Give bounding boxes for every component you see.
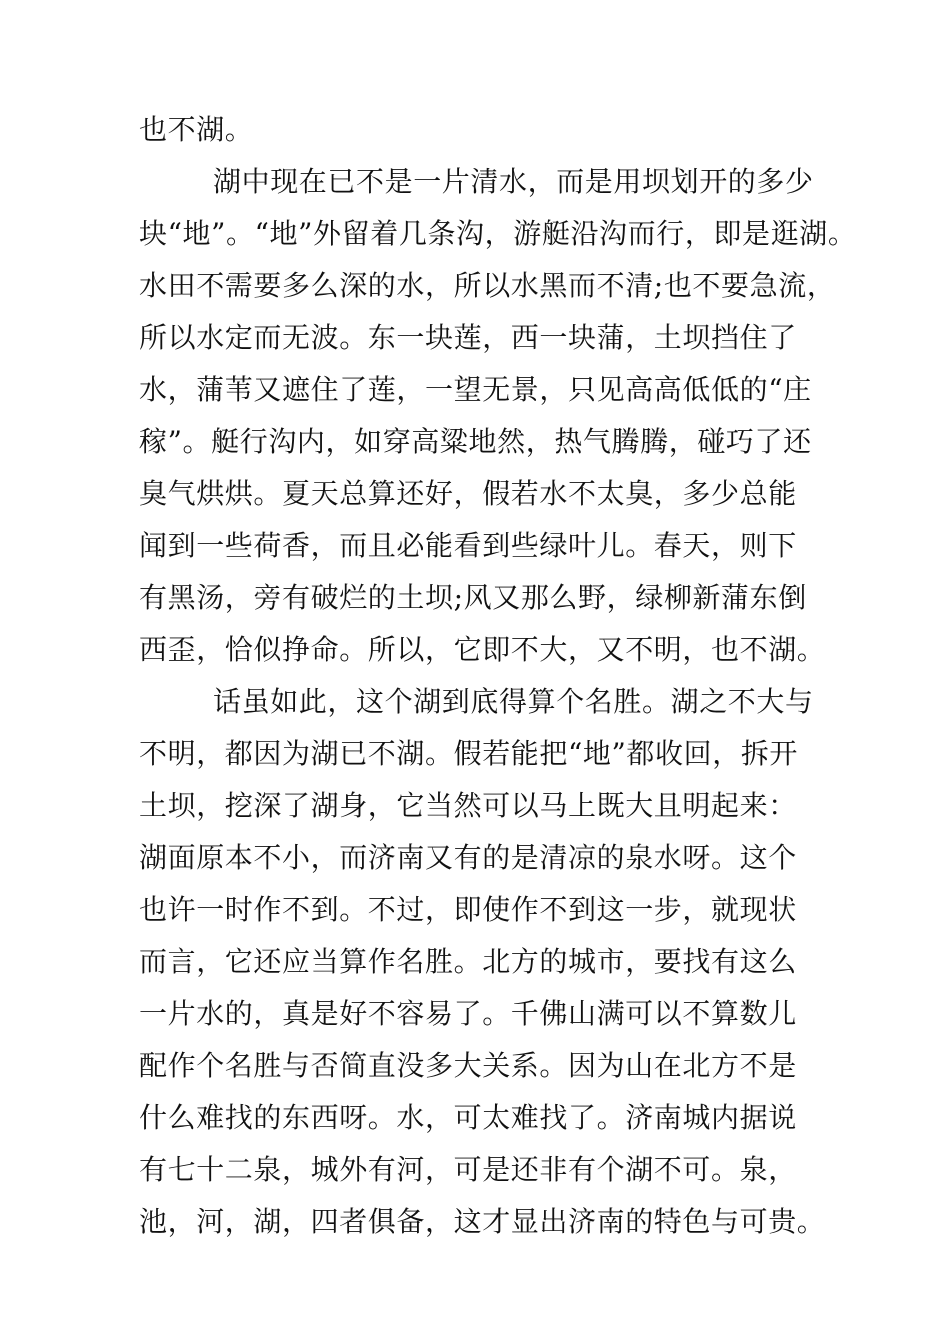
paragraph-start-line: 话虽如此，这个湖到底得算个名胜。湖之不大与: [213, 685, 814, 718]
text-line: 不明，都因为湖已不湖。假若能把“地”都收回，拆开: [139, 737, 799, 770]
paragraph-start-line: 湖中现在已不是一片清水，而是用坝划开的多少: [213, 165, 814, 198]
text-line: 也许一时作不到。不过，即使作不到这一步，就现状: [139, 893, 797, 926]
text-line: 水田不需要多么深的水，所以水黑而不清;也不要急流，: [139, 269, 836, 302]
text-line: 所以水定而无波。东一块莲，西一块蒲，土坝挡住了: [139, 321, 797, 354]
text-line: 有黑汤，旁有破烂的土坝;风又那么野，绿柳新蒲东倒: [139, 581, 807, 614]
text-line: 水，蒲苇又遮住了莲，一望无景，只见高高低低的“庄: [139, 373, 812, 406]
text-line: 土坝，挖深了湖身，它当然可以马上既大且明起来：: [139, 789, 797, 822]
text-line: 也不湖。: [139, 113, 254, 146]
text-line: 一片水的，真是好不容易了。千佛山满可以不算数儿: [139, 997, 797, 1030]
text-line: 臭气烘烘。夏天总算还好，假若水不太臭，多少总能: [139, 477, 797, 510]
text-line: 块“地”。“地”外留着几条沟，游艇沿沟而行，即是逛湖。: [139, 217, 857, 250]
text-line: 西歪，恰似挣命。所以，它即不大，又不明，也不湖。: [139, 633, 826, 666]
text-line: 什么难找的东西呀。水，可太难找了。济南城内据说: [139, 1101, 797, 1134]
body-text: [139, 104, 857, 1248]
text-line: 稼”。艇行沟内，如穿高粱地然，热气腾腾，碰巧了还: [139, 425, 812, 458]
text-line: 配作个名胜与否简直没多大关系。因为山在北方不是: [139, 1049, 797, 1082]
text-line: 闻到一些荷香，而且必能看到些绿叶儿。春天，则下: [139, 529, 797, 562]
text-line: 而言，它还应当算作名胜。北方的城市，要找有这么: [139, 945, 797, 978]
text-line: 有七十二泉，城外有河，可是还非有个湖不可。泉，: [139, 1153, 797, 1186]
text-line: 湖面原本不小，而济南又有的是清凉的泉水呀。这个: [139, 841, 797, 874]
text-line: 池，河，湖，四者俱备，这才显出济南的特色与可贵。: [139, 1205, 826, 1238]
